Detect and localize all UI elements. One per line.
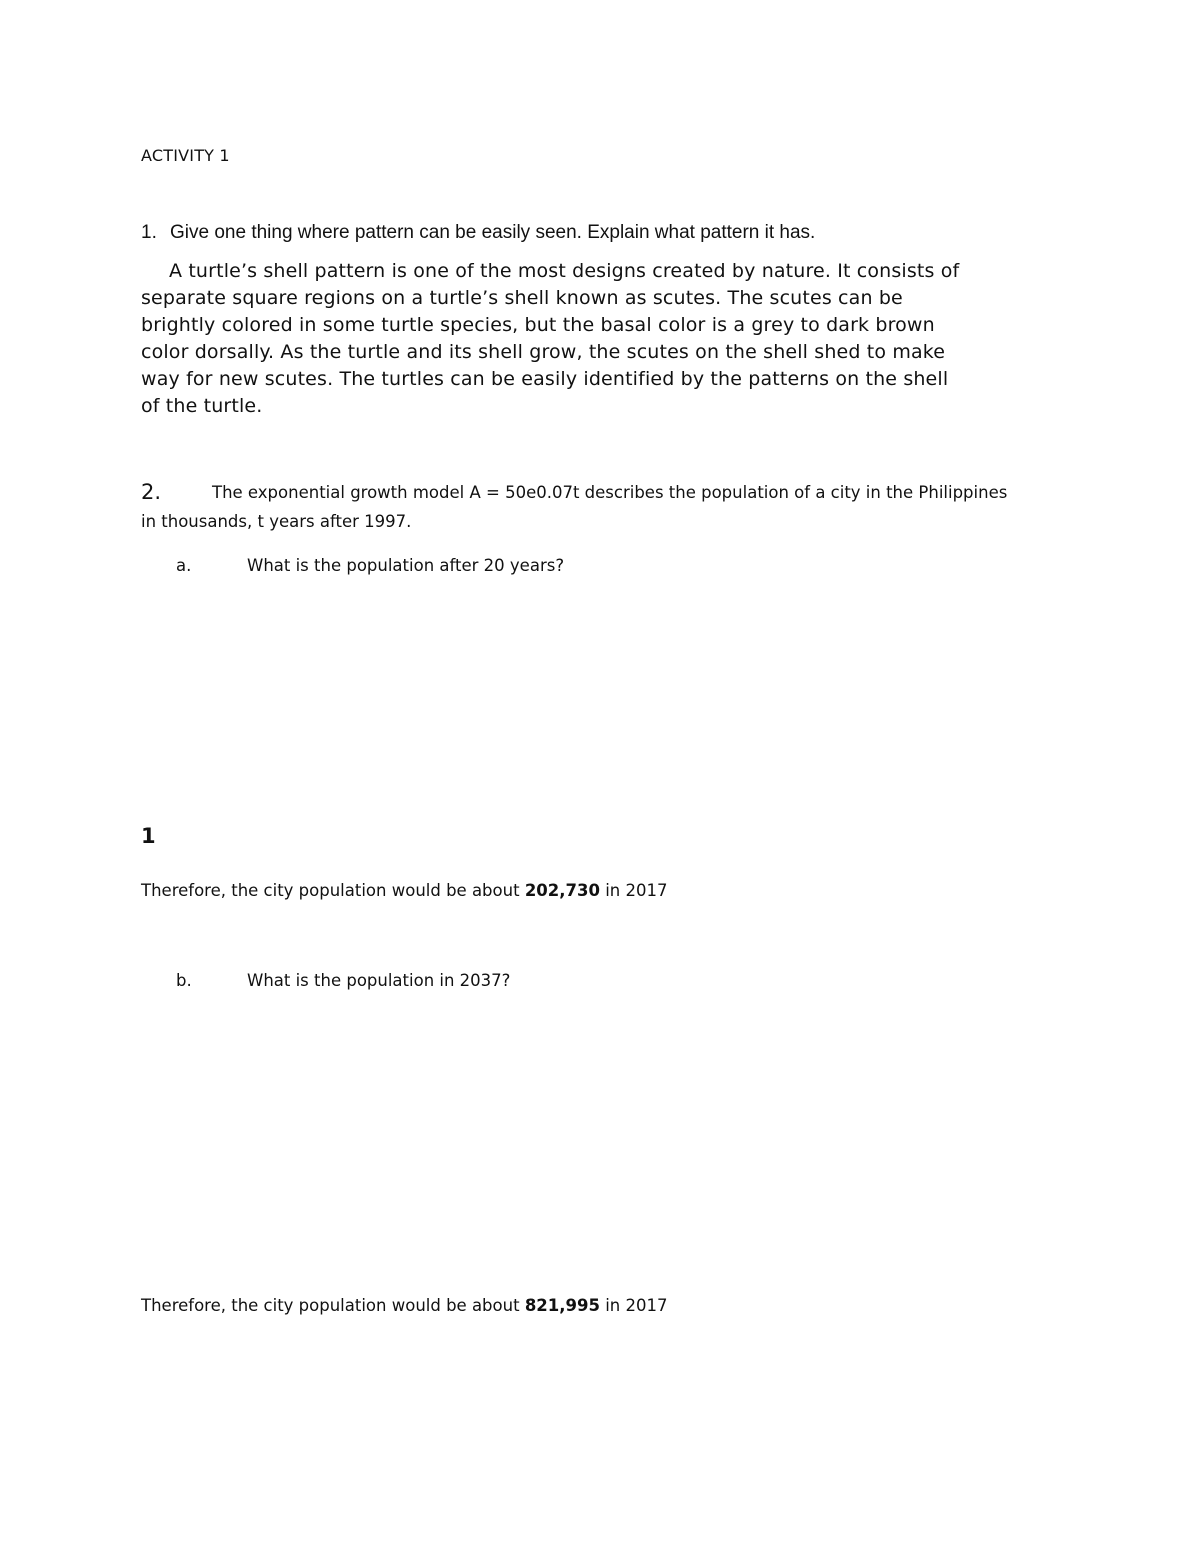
question-2-prompt-line-1: The exponential growth model A = 50e0.07t describes the population of a city in the Philippines xyxy=(212,483,1008,502)
part-b-answer-prefix: Therefore, the city population would be about xyxy=(141,1296,525,1315)
part-a-answer-value: 202,730 xyxy=(524,881,600,900)
question-1-number: 1. xyxy=(141,222,157,243)
question-1 xyxy=(141,222,815,244)
part-b-answer-suffix: in 2017 xyxy=(599,1296,668,1315)
question-1-answer xyxy=(141,258,1076,420)
answer-line xyxy=(141,258,1076,285)
question-2-prompt-line-2: in thousands, t years after 1997. xyxy=(141,512,412,531)
question-2-number: 2. xyxy=(141,480,162,504)
answer-line: way for new scutes. The turtles can be easily identified by the patterns on the shell xyxy=(141,368,949,390)
part-b-answer-value: 821,995 xyxy=(524,1296,600,1315)
part-b-question: What is the population in 2037? xyxy=(247,971,511,990)
answer-line: color dorsally. As the turtle and its shell grow, the scutes on the shell shed to make xyxy=(141,341,946,363)
answer-line: separate square regions on a turtle’s shell known as scutes. The scutes can be xyxy=(141,287,903,309)
question-1-prompt: Give one thing where pattern can be easily seen. Explain what pattern it has. xyxy=(170,222,816,243)
part-b-answer xyxy=(141,1296,668,1315)
answer-line-text: A turtle’s shell pattern is one of the most designs created by nature. It consists of xyxy=(169,260,960,282)
answer-line: of the turtle. xyxy=(141,395,263,417)
part-a-question: What is the population after 20 years? xyxy=(247,556,565,575)
part-a-answer-prefix: Therefore, the city population would be about xyxy=(141,881,525,900)
part-b-letter: b. xyxy=(176,971,192,990)
part-a-letter: a. xyxy=(176,556,192,575)
part-a-answer-suffix: in 2017 xyxy=(599,881,668,900)
part-a-marker: 1 xyxy=(141,824,156,848)
answer-line: brightly colored in some turtle species, but the basal color is a grey to dark brown xyxy=(141,314,935,336)
part-a-answer xyxy=(141,881,668,900)
activity-title: ACTIVITY 1 xyxy=(141,146,230,165)
